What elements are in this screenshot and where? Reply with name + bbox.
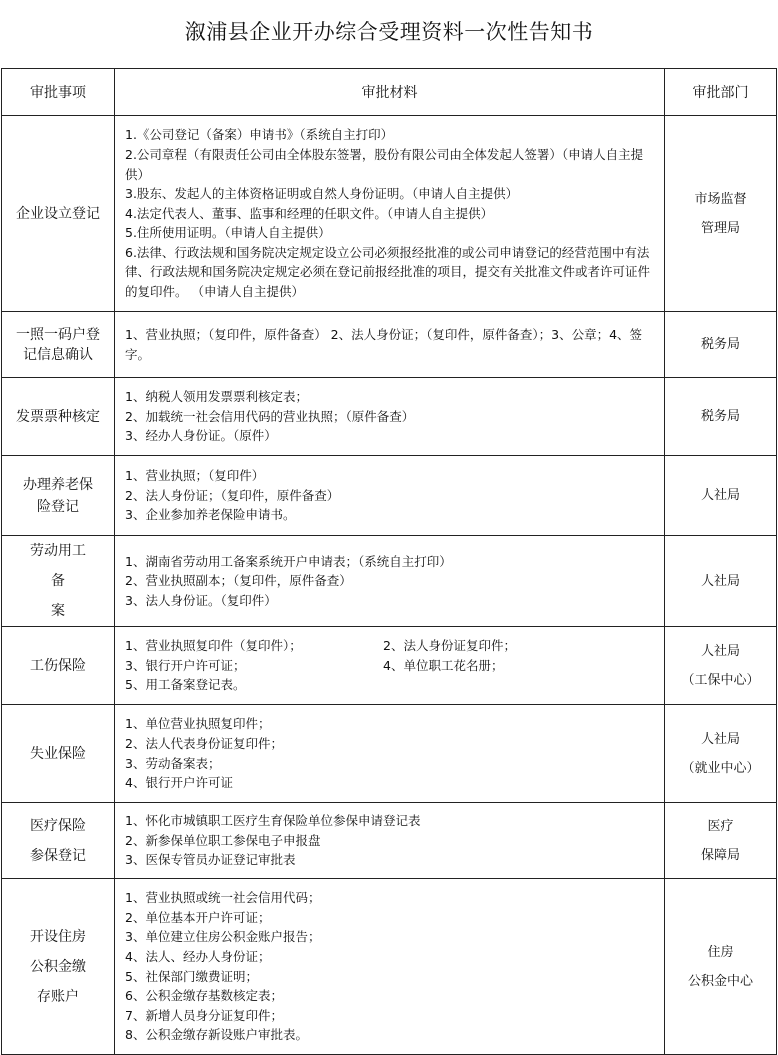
- table-row: [2, 536, 777, 627]
- approval-materials: 1、怀化市城镇职工医疗生育保险单位参保申请登记表 2、新参保单位职工参保电子申报盘 3、医保专管员办证登记审批表: [115, 803, 665, 879]
- approval-item: 劳动用工 备案: [2, 536, 115, 627]
- header-dept: 审批部门: [665, 69, 777, 116]
- approval-materials: 1、营业执照复印件（复印件）； 2、法人身份证复印件； 3、银行开户许可证； 4、单位职工花名册； 5、用工备案登记表。: [115, 627, 665, 705]
- approval-materials: 1.《公司登记（备案）申请书》（系统自主打印） 2.公司章程（有限责任公司由全体股东签署，股份有限公司由全体发起人签署）（申请人自主提供） 3.股东、发起人的主体资格证明或自然人身份证明。（申请人自主提供） 4.法定代表人、董事、监事和经理的任职文件。（申请人自主提供） 5.住所使用证明。（申请人自主提供） 6.法律、行政法规和国务院决定规定设立公司必须报经批准的或公司申请登记的经营范围中有法律、行政法规和国务院决定规定必须在登记前报经批准的项目，提交有关批准文件或者许可证件的复印件。 （申请人自主提供）: [115, 116, 665, 312]
- table-row: [2, 456, 777, 536]
- table-row: [2, 312, 777, 378]
- table-row: [2, 705, 777, 803]
- approval-dept: 市场监督 管理局: [665, 116, 777, 312]
- table-row: [2, 116, 777, 312]
- document-title: 溆浦县企业开办综合受理资料一次性告知书: [184, 20, 594, 44]
- approval-dept: 税务局: [665, 378, 777, 456]
- approval-dept: 人社局: [665, 536, 777, 627]
- table-row: [2, 879, 777, 1055]
- approval-materials: 1、单位营业执照复印件； 2、法人代表身份证复印件； 3、劳动备案表； 4、银行开户许可证: [115, 705, 665, 803]
- approval-item: 办理养老保 险登记: [2, 456, 115, 536]
- approval-item: 医疗保险 参保登记: [2, 803, 115, 879]
- approval-table: [1, 68, 777, 1055]
- header-item: 审批事项: [2, 69, 115, 116]
- table-row: [2, 803, 777, 879]
- approval-dept: 人社局 （就业中心）: [665, 705, 777, 803]
- approval-item: 工伤保险: [2, 627, 115, 705]
- approval-dept: 税务局: [665, 312, 777, 378]
- approval-dept: 医疗 保障局: [665, 803, 777, 879]
- approval-materials: 1、纳税人领用发票票利核定表； 2、加载统一社会信用代码的营业执照；（原件备查） 3、经办人身份证。（原件）: [115, 378, 665, 456]
- header-materials: 审批材料: [115, 69, 665, 116]
- approval-dept: 人社局: [665, 456, 777, 536]
- table-row: [2, 378, 777, 456]
- approval-materials: 1、营业执照；（复印件） 2、法人身份证；（复印件，原件备查） 3、企业参加养老保险申请书。: [115, 456, 665, 536]
- table-row: [2, 627, 777, 705]
- approval-materials: 1、湖南省劳动用工备案系统开户申请表；（系统自主打印） 2、营业执照副本；（复印件，原件备查） 3、法人身份证。（复印件）: [115, 536, 665, 627]
- approval-materials: 1、营业执照或统一社会信用代码； 2、单位基本开户许可证； 3、单位建立住房公积金账户报告； 4、法人、经办人身份证； 5、社保部门缴费证明； 6、公积金缴存基数核定表； 7、新增人员身分证复印件； 8、公积金缴存新设账户审批表。: [115, 879, 665, 1055]
- approval-dept: 住房 公积金中心: [665, 879, 777, 1055]
- approval-item: 发票票种核定: [2, 378, 115, 456]
- approval-item: 开设住房 公积金缴 存账户: [2, 879, 115, 1055]
- approval-item: 失业保险: [2, 705, 115, 803]
- approval-item: 一照一码户登 记信息确认: [2, 312, 115, 378]
- approval-item: 企业设立登记: [2, 116, 115, 312]
- table-header-row: [2, 69, 777, 116]
- approval-dept: 人社局 （工保中心）: [665, 627, 777, 705]
- approval-materials: 1、营业执照；（复印件，原件备查） 2、法人身份证；（复印件，原件备查）；3、公章；4、签字。: [115, 312, 665, 378]
